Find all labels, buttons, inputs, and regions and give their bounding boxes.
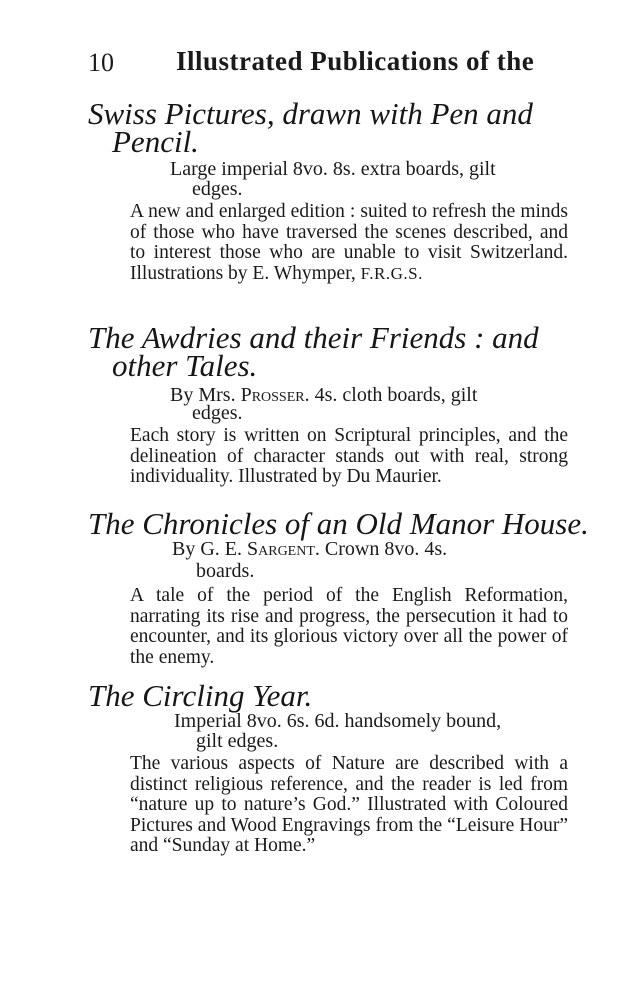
details-prefix: By Mrs.	[170, 384, 236, 406]
entry-description	[130, 754, 568, 857]
entry-title-line: other Tales.	[112, 348, 258, 383]
entry-details-cont: boards.	[196, 560, 255, 582]
entry-details-cont: edges.	[192, 402, 243, 424]
entry-description	[130, 202, 568, 284]
entry-description	[130, 586, 568, 668]
entry-title-line: Swiss Pictures, drawn with Pen and	[88, 96, 533, 131]
description-text: The various aspects of Nature are described with a distinct religious reference, and the reader is led from “nature up to nature’s God.” Illustrated with Coloured Pictures and Wood Engravings from the “Leisure Hour” and “Sunday at Home.”	[130, 753, 568, 857]
page-number: 10	[88, 48, 114, 77]
description-text: A new and enlarged edition : suited to refresh the minds of those who have traversed the scenes described, and to interest those who are unable to visit Switzerland. Illustrations by E. Whymper,	[130, 201, 568, 284]
running-head	[0, 44, 618, 80]
details-author: Prosser.	[240, 384, 310, 406]
entry-title-line: The Circling Year.	[88, 678, 313, 713]
description-text: Each story is written on Scriptural principles, and the delineation of character stands out with real, strong individuality. Illustrated by Du Maurier.	[130, 425, 568, 488]
entry-details	[172, 538, 447, 560]
details-prefix: By G. E.	[172, 538, 242, 560]
description-text: A tale of the period of the English Reformation, narrating its rise and progress, the persecution it had to encounter, and its glorious victory over all the power of the enemy.	[130, 585, 568, 668]
entry-details: Large imperial 8vo. 8s. extra boards, gilt	[170, 158, 496, 180]
entry-details-cont: gilt edges.	[196, 730, 279, 752]
description-suffix: F.R.G.S.	[360, 263, 423, 283]
details-rest: 4s. cloth boards, gilt	[309, 384, 478, 406]
entry-details-cont: edges.	[192, 178, 243, 200]
running-title: Illustrated Publications of the	[176, 46, 535, 76]
entry-details: Imperial 8vo. 6s. 6d. handsomely bound,	[174, 710, 502, 732]
entry-description	[130, 426, 568, 488]
entry-title-line: The Chronicles of an Old Manor House.	[88, 506, 589, 541]
details-author: Sargent.	[247, 538, 320, 560]
entry-title-line: Pencil.	[112, 124, 199, 159]
details-rest: Crown 8vo. 4s.	[319, 538, 448, 560]
entry-title-line: The Awdries and their Friends : and	[88, 320, 539, 355]
